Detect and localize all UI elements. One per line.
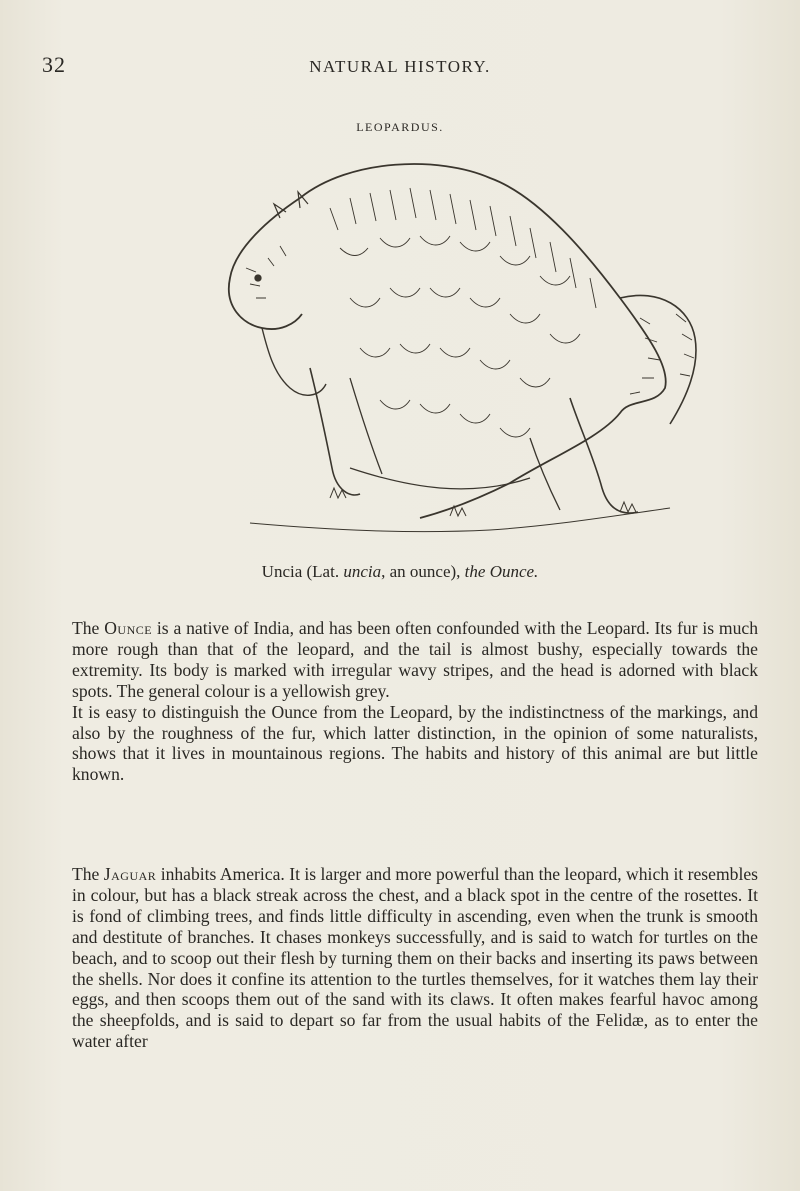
paragraph-lead: The bbox=[72, 864, 104, 884]
page-number: 32 bbox=[42, 52, 66, 77]
paragraph-ounce-continuation: It is easy to distinguish the Ounce from the Leopard, by the indistinctness of the markings, and also by the roughness of the fur, which latter distinction, in the opinion of some naturalists, shows that it lives in mountainous regions. The habits and history of this animal are but little known. bbox=[72, 701, 758, 785]
paragraph-jaguar-text bbox=[40, 864, 758, 1052]
paragraph-body: inhabits America. It is larger and more powerful than the leopard, which it resembles in colour, but has a black streak across the chest, and a black spot in the centre of the rosettes. It is fond of climbing trees, and finds little difficulty in ascending, even when the trunk is smooth and destitute of branches. It chases monkeys successfully, and is said to watch for turtles on the beach, and to scoop out their flesh by turning them on their backs and inserting its paws between the shells. Nor does it confine its attention to the turtles themselves, for it watches them lay their eggs, and then scoops them out of the sand with its claws. It often makes fearful havoc among the sheepfolds, and is said to depart so far from the usual habits of the Felidæ, as to enter the water after bbox=[72, 864, 758, 1052]
caption-text: Uncia (Lat. bbox=[261, 562, 344, 581]
running-head: NATURAL HISTORY. bbox=[309, 57, 491, 76]
caption-latin: uncia bbox=[343, 562, 382, 581]
plate-label: LEOPARDUS. bbox=[356, 120, 444, 134]
caption-english: the Ounce. bbox=[464, 562, 539, 581]
paragraph-ounce bbox=[40, 618, 758, 785]
paragraph-lead: The bbox=[72, 618, 105, 638]
paragraph-subject: Jaguar bbox=[103, 864, 157, 884]
paragraph-jaguar bbox=[40, 864, 758, 1052]
ounce-engraving bbox=[150, 138, 710, 548]
paragraph-body: is a native of India, and has been often confounded with the Leopard. Its fur is much more rough than that of the leopard, and the tail is almost bushy, especially towards the extremity. Its body is marked with irregular wavy stripes, and the head is adorned with black spots. The general colour is a yellowish grey. bbox=[72, 618, 758, 701]
paragraph-subject: Ounce bbox=[104, 618, 153, 638]
paragraph-ounce-text bbox=[40, 618, 758, 702]
caption-middle: , an ounce), bbox=[381, 562, 465, 581]
figure-caption bbox=[0, 562, 800, 582]
ounce-illustration bbox=[229, 164, 696, 532]
